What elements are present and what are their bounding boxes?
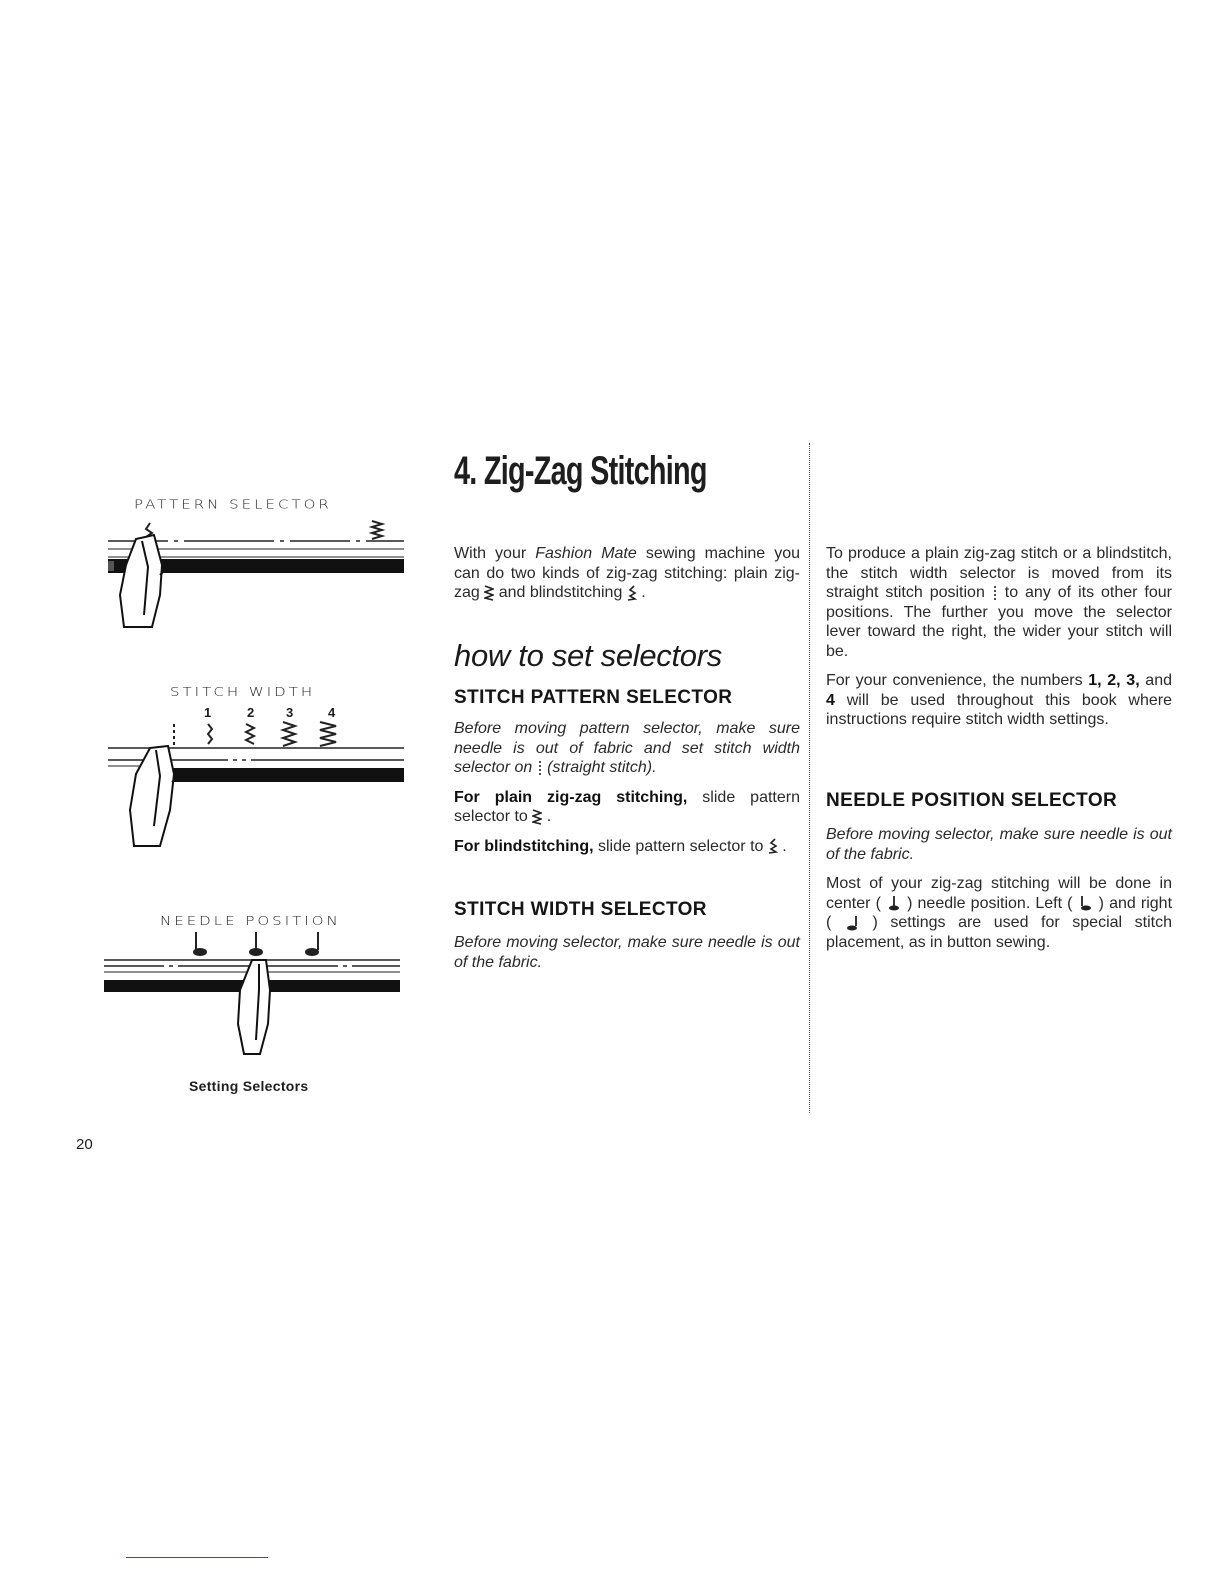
- blindstitch-icon: [768, 838, 778, 854]
- right-column: [826, 544, 1172, 740]
- needle-text-4: ) settings are used for special stitch placement, as in button sewing.: [826, 914, 1172, 951]
- needle-text-1: Most of your zig-zag stitching will be done in center (: [826, 875, 1172, 912]
- pattern-note-b: (straight stitch).: [542, 759, 657, 776]
- plain-zigzag-lead: For plain zig-zag stitching,: [454, 788, 688, 806]
- width-number-2: 2: [247, 705, 255, 720]
- footer-link-underline: [126, 1557, 268, 1558]
- intro-text-4: .: [636, 584, 646, 601]
- stitch-width-illustration: [108, 720, 408, 860]
- width-number-4: 4: [328, 705, 336, 720]
- plain-zigzag-end: .: [542, 808, 552, 825]
- pattern-selector-illustration: [108, 515, 408, 635]
- needle-right-icon: [844, 915, 860, 931]
- zigzag-stitch-icon: [484, 585, 494, 601]
- blindstitch-text: slide pattern selector to: [593, 837, 768, 855]
- needle-position-label: NEEDLE POSITION: [160, 913, 341, 929]
- zigzag-stitch-icon: [532, 809, 542, 825]
- blindstitch-end: .: [777, 837, 787, 855]
- needle-position-heading: NEEDLE POSITION SELECTOR: [826, 790, 1118, 811]
- blindstitch-lead: For blindstitching,: [454, 837, 594, 855]
- numbers-bold-4: 4: [826, 691, 835, 709]
- width-section-body: [454, 933, 800, 982]
- needle-position-diagram: [104, 930, 404, 1060]
- needle-text-3: ) and right (: [826, 894, 1173, 931]
- figure-caption: Setting Selectors: [189, 1078, 309, 1094]
- intro-text-1: With your: [454, 545, 536, 562]
- needle-text-2: ) needle position. Left (: [902, 894, 1078, 912]
- needle-center-icon: [886, 895, 902, 911]
- width-number-3: 3: [286, 705, 294, 720]
- stitch-width-label: STITCH WIDTH: [170, 684, 316, 700]
- stitch-width-diagram: [108, 720, 408, 860]
- column-divider: [809, 443, 810, 1113]
- width-intro-b: to any of its other four positions. The further you move the selector lever toward the right, the wider your stitch will be.: [826, 584, 1172, 660]
- pattern-note-a: Before moving pattern selector, make sure needle is out of fabric and set stitch width selector on: [454, 720, 800, 776]
- page-title: 4. Zig-Zag Stitching: [454, 449, 707, 493]
- stitch-width-heading: STITCH WIDTH SELECTOR: [454, 899, 707, 920]
- width-intro-a: To produce a plain zig-zag stitch or a blindstitch, the stitch width selector is moved from its straight stitch position: [826, 545, 1172, 601]
- needle-left-icon: [1078, 895, 1094, 911]
- numbers-text-b: and: [1139, 672, 1173, 689]
- numbers-bold-1: 1, 2, 3,: [1088, 672, 1140, 689]
- intro-text-3: and blindstitching: [494, 584, 627, 601]
- pattern-section-body: [454, 719, 800, 866]
- numbers-text-a: For your convenience, the numbers: [826, 672, 1089, 689]
- blindstitch-icon: [627, 585, 637, 601]
- width-number-1: 1: [204, 705, 212, 720]
- intro-text-2: sewing machine you can do two kinds of zig-zag stitching: plain zig-zag: [454, 545, 801, 601]
- needle-position-illustration: [104, 930, 404, 1060]
- needle-section-body: [826, 825, 1172, 962]
- page-number: 20: [76, 1136, 93, 1153]
- plain-zigzag-text: slide pattern selector to: [454, 788, 800, 825]
- pattern-selector-diagram: [108, 515, 408, 635]
- intro-paragraph: [454, 544, 800, 613]
- pattern-selector-label: PATTERN SELECTOR: [134, 496, 332, 512]
- needle-note: Before moving selector, make sure needle is out of the fabric.: [826, 826, 1172, 863]
- stitch-pattern-heading: STITCH PATTERN SELECTOR: [454, 687, 733, 708]
- how-to-heading: how to set selectors: [454, 638, 722, 673]
- width-note: Before moving selector, make sure needle is out of the fabric.: [454, 934, 800, 971]
- numbers-text-c: will be used throughout this book where instructions require stitch width settings.: [826, 691, 1172, 728]
- brand-name: Fashion Mate: [535, 545, 637, 562]
